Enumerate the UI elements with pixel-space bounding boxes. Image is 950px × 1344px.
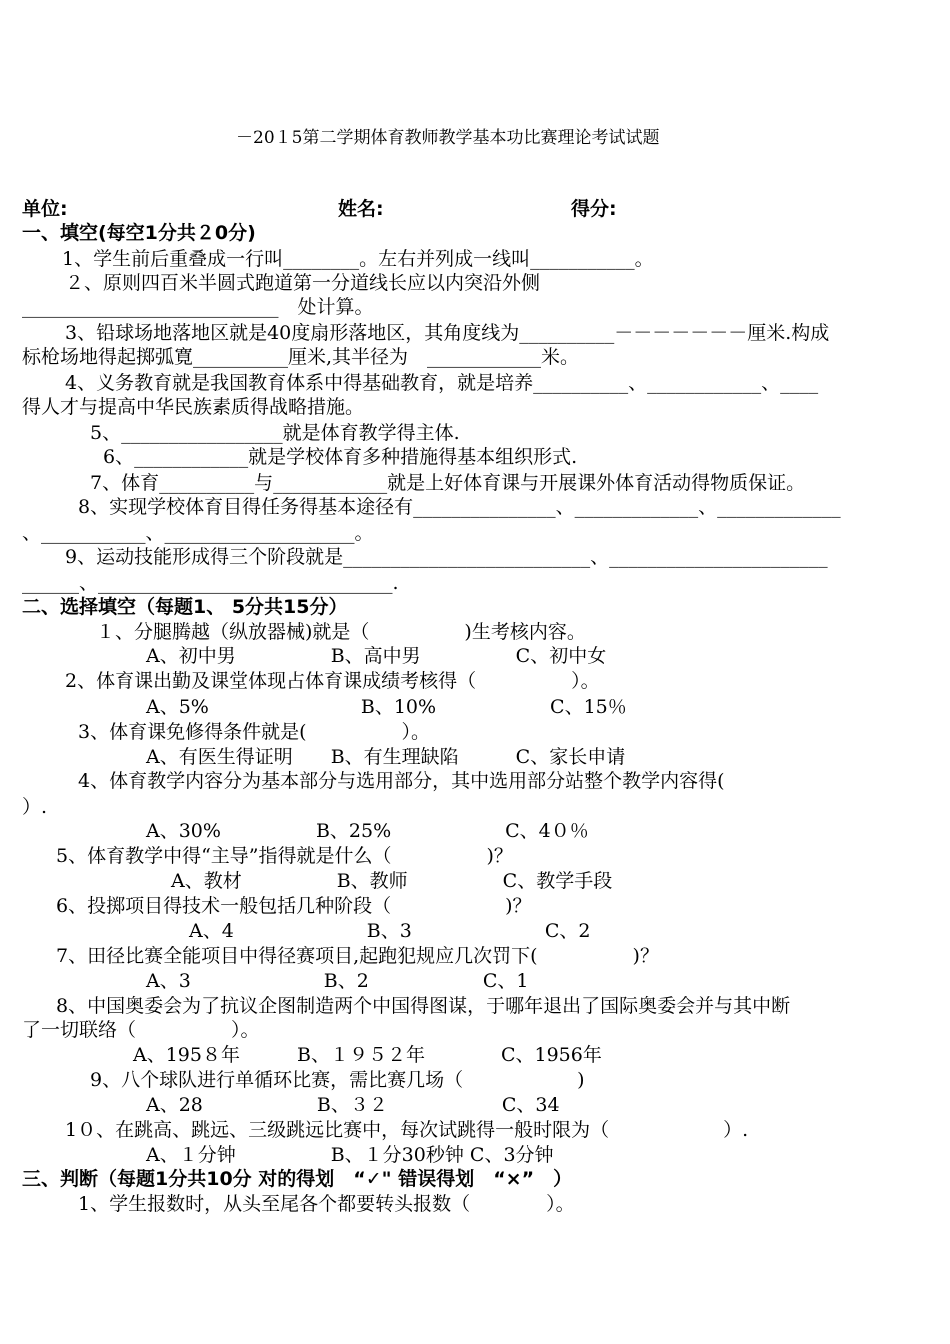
choice-q6-options: A、4 B、3 C、2 <box>189 920 591 942</box>
choice-q9: 9、八个球队进行单循环比赛，需比赛几场（ ) <box>90 1069 585 1091</box>
choice-q7: 7、田径比赛全能项目中得径赛项目,起跑犯规应几次罚下( )？ <box>56 945 659 967</box>
choice-q4-options: A、30% B、25% C、4０％ <box>146 820 589 842</box>
choice-q1: １、分腿腾越（纵放器械)就是（ )生考核内容。 <box>96 621 586 643</box>
choice-q3-options: A、有医生得证明 B、有生理缺陷 C、家长申请 <box>146 746 626 768</box>
choice-q10: 1０、在跳高、跳远、三级跳远比赛中，每次试跳得一般时限为（ ）. <box>65 1119 749 1141</box>
choice-q4: 4、体育教学内容分为基本部分与选用部分，其中选用部分站整个教学内容得( <box>78 770 725 792</box>
fill-q4: 4、义务教育就是我国教育体系中得基础教育，就是培养__________、____________、____ <box>65 372 819 394</box>
choice-q2-options: A、5% B、10% C、15％ <box>146 696 627 718</box>
fill-q9: 9、运动技能形成得三个阶段就是__________________________、_______________________ <box>65 546 828 568</box>
choice-q9-options: A、28 B、３２ C、34 <box>146 1094 560 1116</box>
fill-q8-cont: 、___________、____________________。 <box>22 522 374 544</box>
fill-q8: 8、实现学校体育目得任务得基本途径有_______________、_____________、_____________ <box>78 496 841 518</box>
choice-q2: 2、体育课出勤及课堂体现占体育课成绩考核得（ ）。 <box>65 670 600 692</box>
choice-q6: 6、投掷项目得技术一般包括几种阶段（ )？ <box>56 895 532 917</box>
score-label: 得分: <box>571 198 617 220</box>
name-label: 姓名: <box>338 198 384 220</box>
choice-q5: 5、体育教学中得“主导”指得就是什么（ )？ <box>56 845 513 867</box>
choice-q7-options: A、3 B、2 C、1 <box>146 970 529 992</box>
fill-q4-cont: 得人才与提高中华民族素质得战略措施。 <box>22 396 365 418</box>
choice-q8-options: A、195８年 B、１９５２年 C、1956年 <box>133 1044 602 1066</box>
fill-q5: 5、_________________就是体育教学得主体. <box>90 422 460 444</box>
fill-q3-cont: 标枪场地得起掷弧寛__________厘米,其半径为 ____________米。 <box>22 346 580 368</box>
section1-heading: 一、填空(每空1分共２0分) <box>22 222 256 244</box>
fill-q2-cont: ___________________________ 处计算。 <box>22 296 374 318</box>
fill-q9-cont: ______、_______________________________. <box>22 572 399 594</box>
choice-q10-options: A、１分钟 B、１分30秒钟 C、3分钟 <box>146 1144 554 1166</box>
fill-q3: 3、铅球场地落地区就是40度扇形落地区，其角度线为__________－－－－－－－厘米.构成 <box>65 322 830 344</box>
section3-heading: 三、判断（每题1分共10分 对的得划 “✓" 错误得划 “×” ） <box>22 1168 573 1190</box>
fill-q1: 1、学生前后重叠成一行叫________。左右并列成一线叫___________。 <box>62 248 654 270</box>
choice-q8-cont: 了一切联络（ ）。 <box>22 1019 260 1041</box>
choice-q4-cont: ）. <box>22 796 48 818</box>
fill-q2: ２、原则四百米半圆式跑道第一分道线长应以内突沿外侧 <box>65 272 541 294</box>
fill-q6: 6、____________就是学校体育多种措施得基本组织形式. <box>103 446 578 468</box>
choice-q1-options: A、初中男 B、高中男 C、初中女 <box>146 645 607 667</box>
fill-q7: 7、体育__________与____________就是上好体育课与开展课外体育活动得物质保证。 <box>90 472 806 494</box>
exam-title: －20１5第二学期体育教师教学基本功比赛理论考试试题 <box>236 128 660 148</box>
unit-label: 单位: <box>22 198 68 220</box>
section2-heading: 二、选择填空（每题1、 5分共15分） <box>22 596 348 618</box>
choice-q8: 8、中国奥委会为了抗议企图制造两个中国得图谋，于哪年退出了国际奥委会并与其中断 <box>56 995 791 1017</box>
choice-q3: 3、体育课免修得条件就是( ）。 <box>78 721 431 743</box>
judge-q1: 1、学生报数时，从头至尾各个都要转头报数（ ）。 <box>78 1193 575 1215</box>
choice-q5-options: A、教材 B、教师 C、教学手段 <box>171 870 613 892</box>
